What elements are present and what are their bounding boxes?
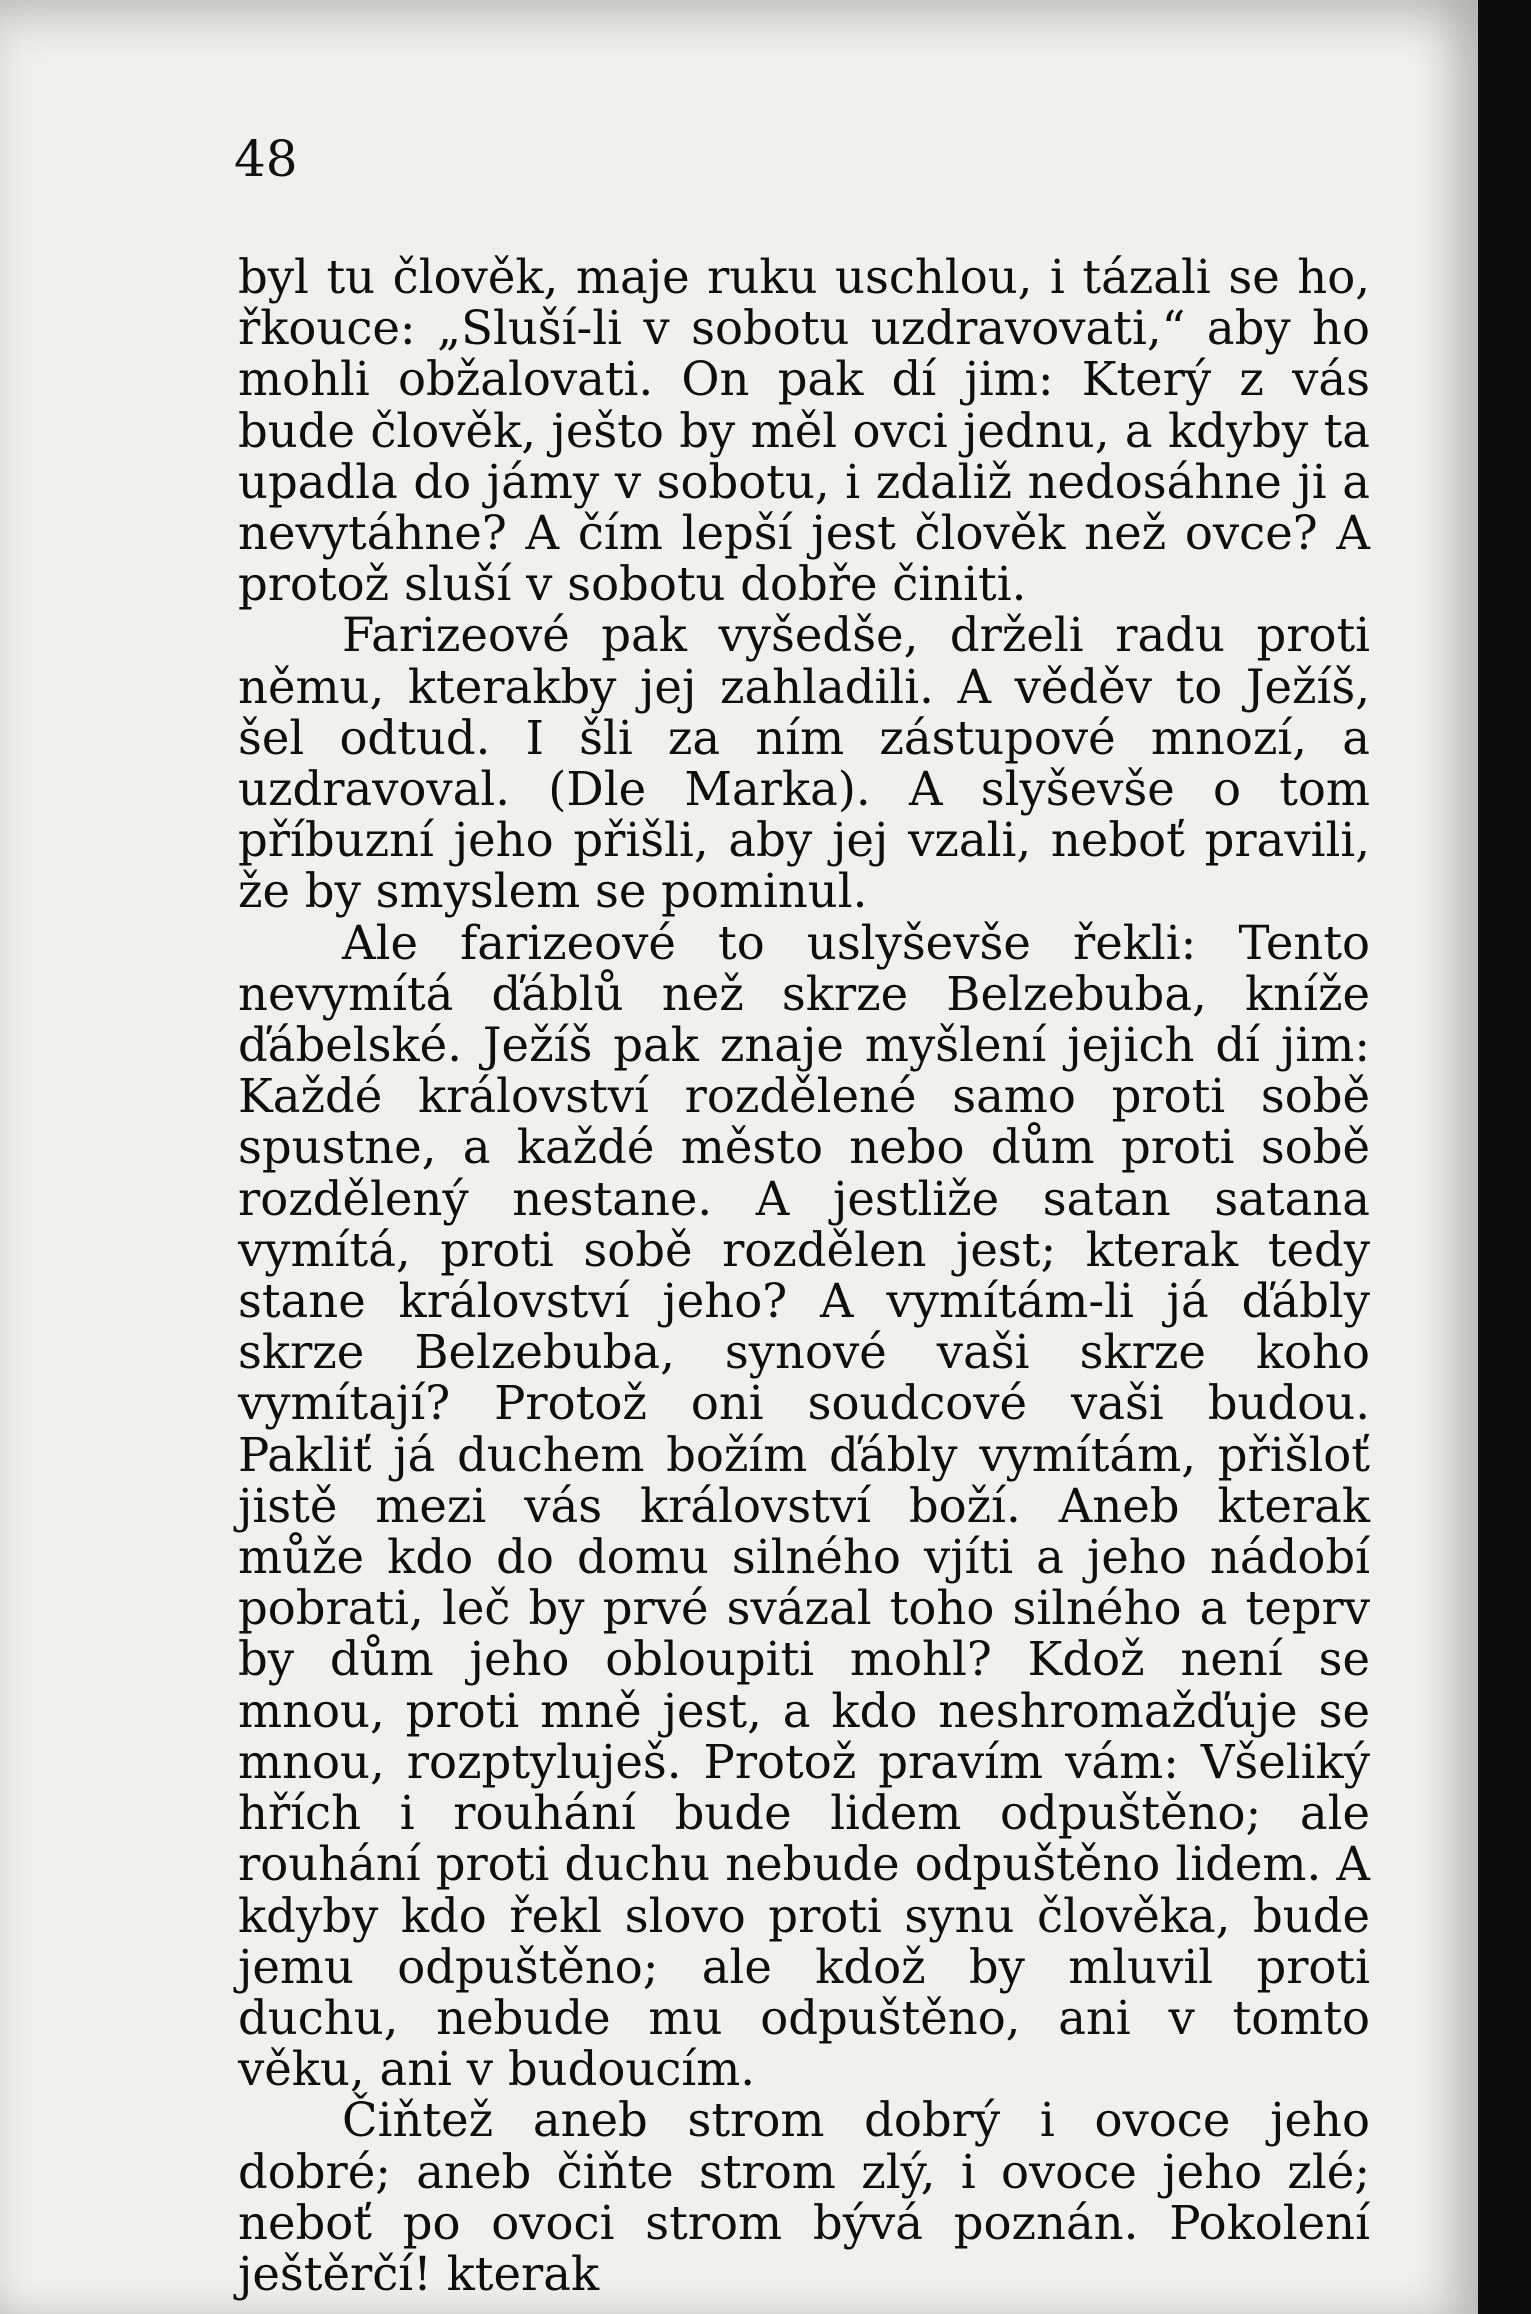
paragraph-1: byl tu člověk, maje ruku uschlou, i tázali se ho, řkouce: „Sluší-li v sobotu uzdravovati,“ aby ho mohli obžalovati. On pak dí jim: Který z vás bude člověk, ješto by měl ovci jednu, a kdyby ta upadla do jámy v sobotu, i zdaliž nedosáhne ji a nevytáhne? A čím lepší jest člověk než ovce? A protož sluší v sobotu dobře činiti. <box>238 250 1370 612</box>
page-number: 48 <box>234 130 298 188</box>
paragraph-3: Ale farizeové to uslyševše řekli: Tento nevymítá ďáblů než skrze Belzebuba, kníže ďábelské. Ježíš pak znaje myšlení jejich dí jim: Každé království rozdělené samo proti sobě spustne, a každé město nebo dům proti sobě rozdělený nestane. A jestliže satan satana vymítá, proti sobě rozdělen jest; kterak tedy stane království jeho? A vymítám-li já ďábly skrze Belzebuba, synové vaši skrze koho vymítají? Protož oni soudcové vaši budou. Pakliť já duchem božím ďábly vymítám, přišloť jistě mezi vás království boží. Aneb kterak může kdo do domu silného vjíti a jeho nádobí pobrati, leč by prvé svázal toho silného a teprv by dům jeho obloupiti mohl? Kdož není se mnou, proti mně jest, a kdo neshromažďuje se mnou, rozptyluješ. Protož pravím vám: Všeliký hřích i rouhání bude lidem odpuštěno; ale rouhání proti duchu nebude odpuštěno lidem. A kdyby kdo řekl slovo proti synu člověka, bude jemu odpuštěno; ale kdož by mluvil proti duchu, nebude mu odpuštěno, ani v tomto věku, ani v budoucím. <box>238 915 1370 2097</box>
paragraph-4: Čiňtež aneb strom dobrý i ovoce jeho dobré; aneb čiňte strom zlý, i ovoce jeho zlé; neboť po ovoci strom bývá poznán. Pokolení ještěrčí! kterak <box>238 2093 1370 2301</box>
paragraph-2: Farizeové pak vyšedše, drželi radu proti němu, kterakby jej zahladili. A věděv to Ježíš, šel odtud. I šli za ním zástupové mnozí, a uzdravoval. (Dle Marka). A slyševše o tom příbuzní jeho přišli, aby jej vzali, neboť pravili, že by smyslem se pominul. <box>238 608 1370 919</box>
body-text <box>238 252 1370 2300</box>
